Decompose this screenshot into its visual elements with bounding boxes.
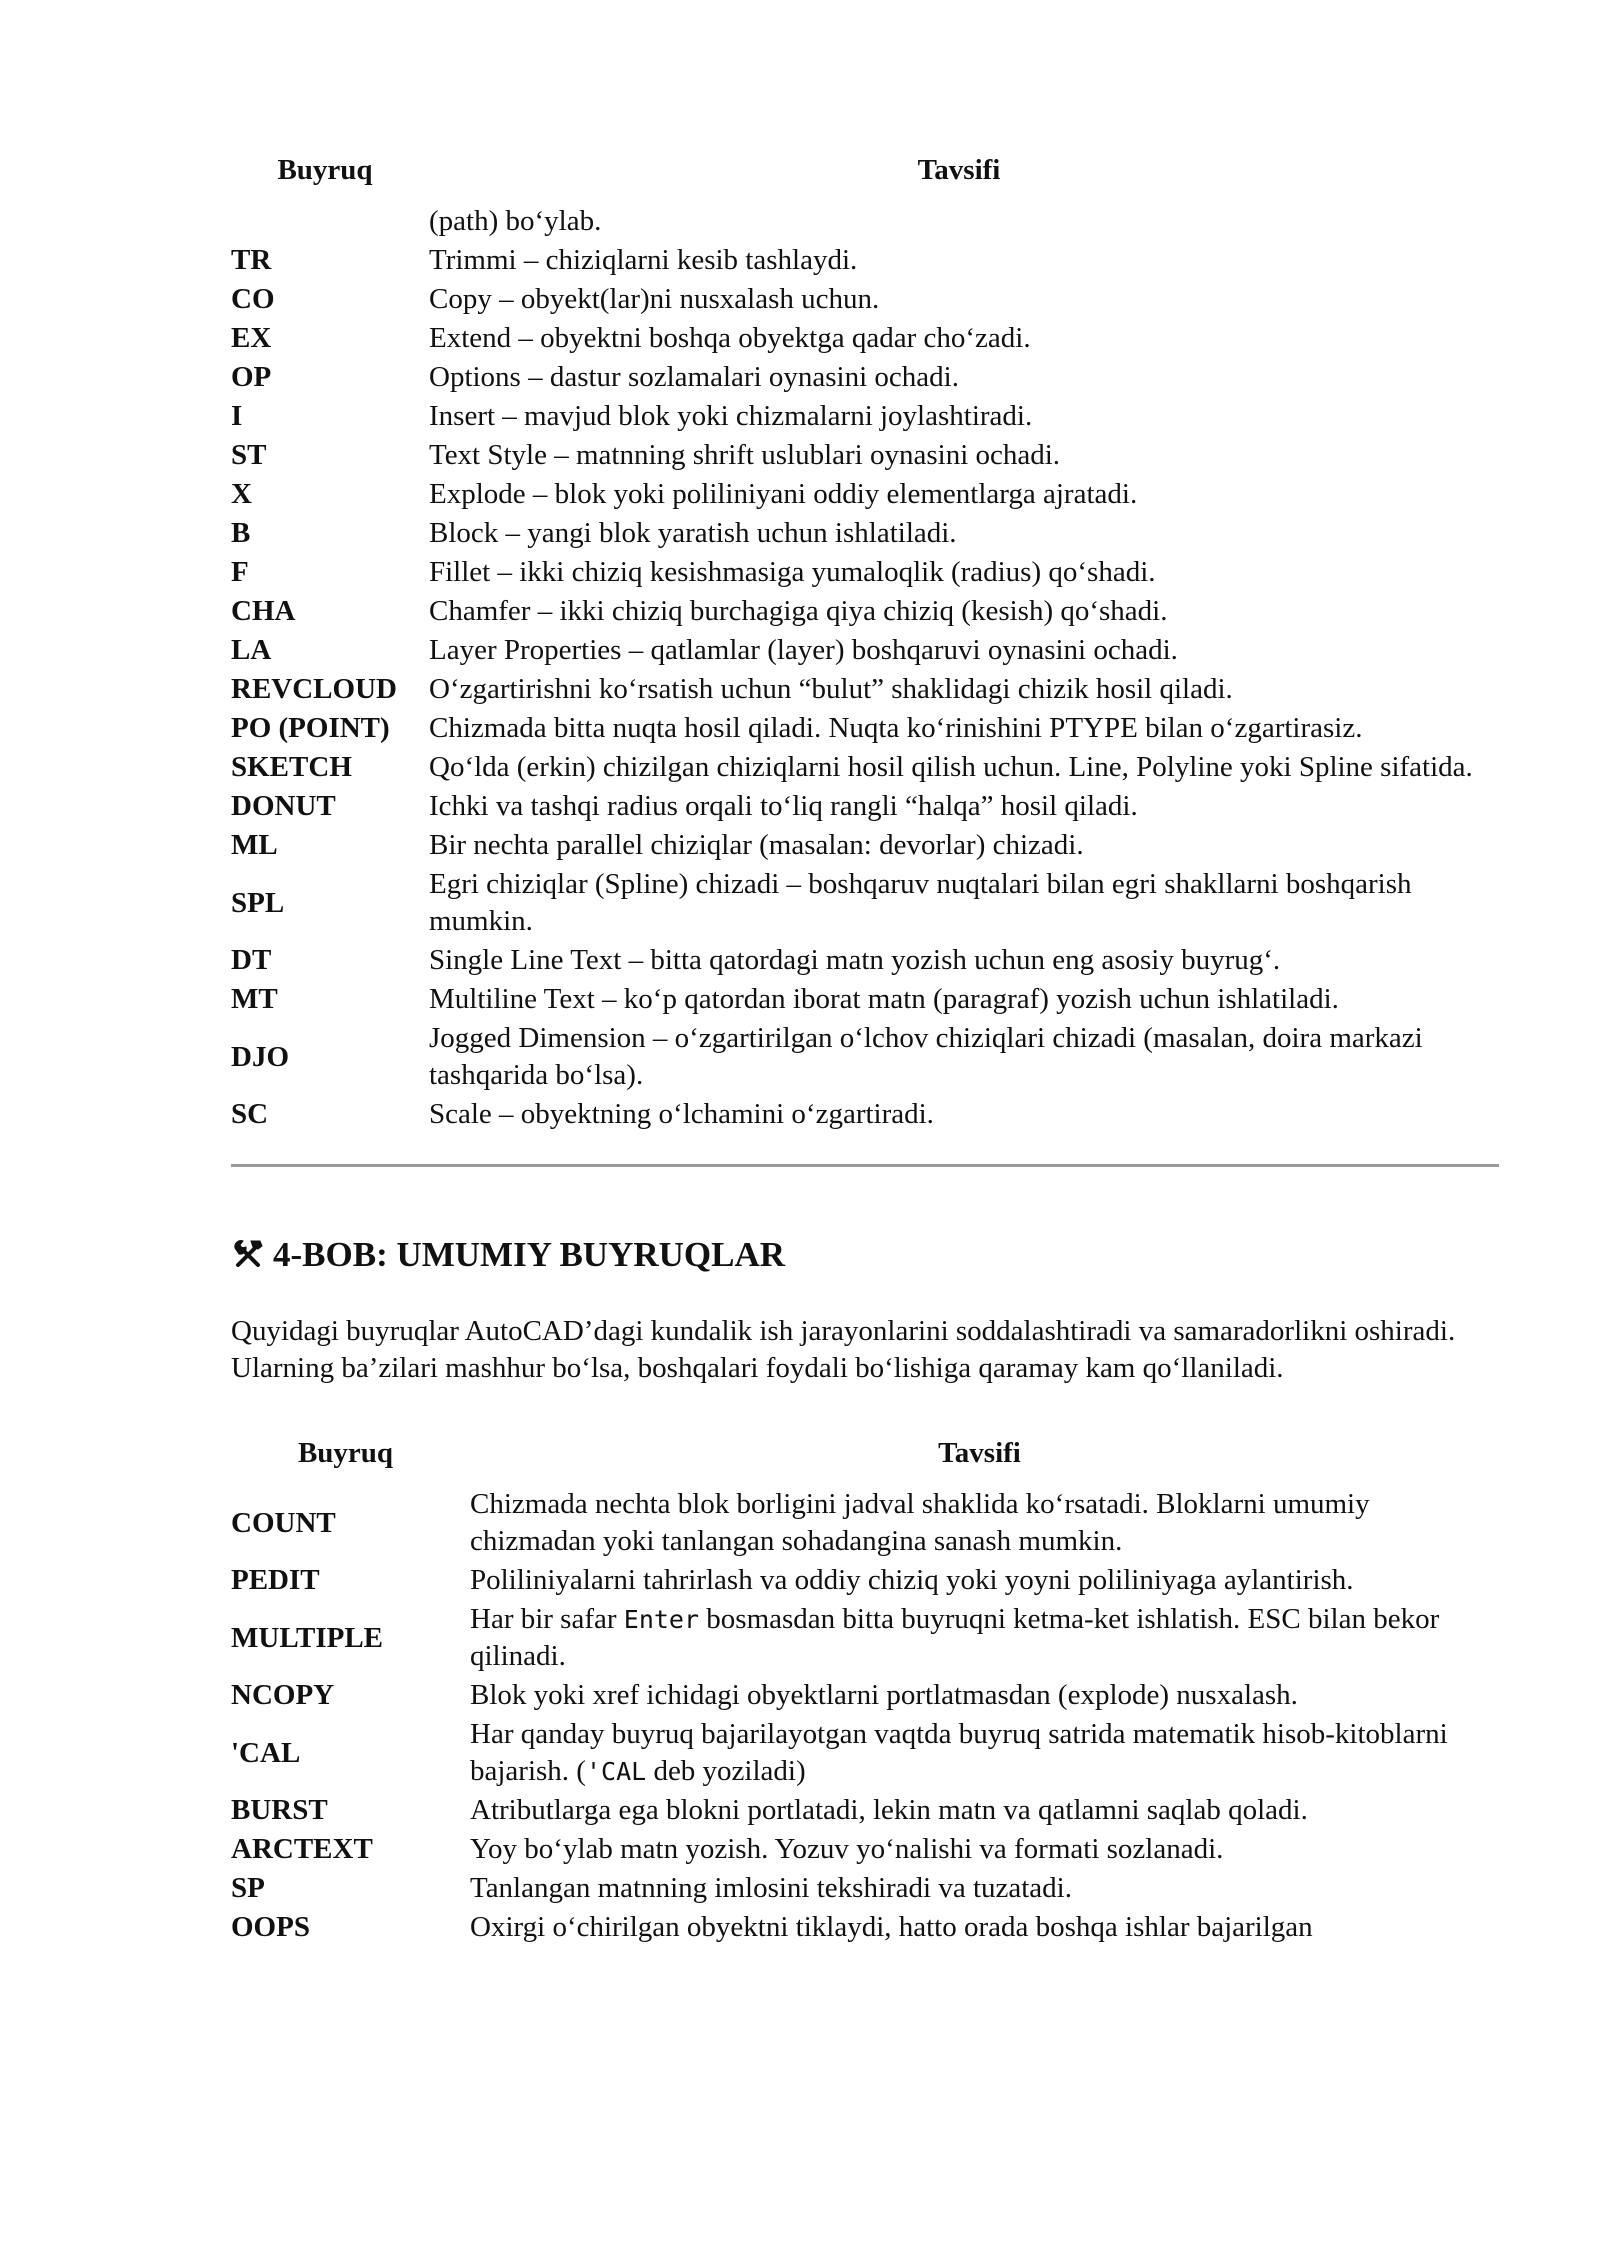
command-code: 'CAL: [231, 1736, 301, 1769]
command-description: Explode – blok yoki poliliniyani oddiy elementlarga ajratadi.: [429, 478, 1138, 510]
table-row: [231, 319, 1499, 358]
command-code: F: [231, 556, 249, 588]
command-description: Extend – obyektni boshqa obyektga qadar cho‘zadi.: [429, 322, 1031, 354]
command-code: MULTIPLE: [231, 1621, 384, 1654]
command-description: Jogged Dimension – o‘zgartirilgan o‘lchov chiziqlari chizadi (masalan, doira markazi tashqarida bo‘lsa).: [429, 1022, 1423, 1091]
command-description: Trimmi – chiziqlarni kesib tashlaydi.: [429, 244, 858, 276]
horizontal-rule: [231, 1164, 1499, 1167]
table-row: [231, 980, 1499, 1019]
command-description: Block – yangi blok yaratish uchun ishlatiladi.: [429, 517, 957, 549]
table-row: [231, 475, 1499, 514]
commands-table-2: [231, 1433, 1499, 1947]
intro-paragraph: Quyidagi buyruqlar AutoCAD’dagi kundalik ish jarayonlarini soddalashtiradi va samaradorlikni oshiradi. Ularning ba’zilari mashhur bo‘lsa, boshqalari foydali bo‘lishiga qaramay kam qo‘llaniladi.: [231, 1315, 1456, 1384]
table-header: [231, 150, 1499, 202]
command-code: EX: [231, 322, 272, 354]
command-description: Blok yoki xref ichidagi obyektlarni portlatmasdan (explode) nusxalash.: [470, 1679, 1298, 1711]
command-code: LA: [231, 634, 272, 666]
command-description: O‘zgartirishni ko‘rsatish uchun “bulut” shaklidagi chizik hosil qiladi.: [429, 673, 1233, 705]
command-description: Chizmada nechta blok borligini jadval shaklida ko‘rsatadi. Bloklarni umumiy chizmadan yoki tanlangan sohadangina sanash mumkin.: [470, 1488, 1370, 1557]
command-code: ST: [231, 439, 267, 471]
command-code: NCOPY: [231, 1679, 335, 1711]
command-description: Options – dastur sozlamalari oynasini ochadi.: [429, 361, 959, 393]
command-description: Chizmada bitta nuqta hosil qiladi. Nuqta ko‘rinishini PTYPE bilan o‘zgartirasiz.: [429, 712, 1363, 744]
command-code: DONUT: [231, 790, 336, 822]
command-code: ARCTEXT: [231, 1833, 373, 1865]
command-description: Atributlarga ega blokni portlatadi, lekin matn va qatlamni saqlab qoladi.: [470, 1794, 1308, 1826]
description-text: deb yoziladi): [646, 1755, 806, 1787]
table-row: [231, 1715, 1499, 1791]
command-description: Yoy bo‘ylab matn yozish. Yozuv yo‘nalishi va formati sozlanadi.: [470, 1833, 1224, 1865]
table-row: [231, 787, 1499, 826]
table-row: [231, 826, 1499, 865]
description-text: bosmasdan bitta buyruqni ketma-ket ishlatish. ESC bilan bekor qilinadi.: [470, 1603, 1440, 1672]
table-row: [231, 514, 1499, 553]
command-code: MT: [231, 983, 278, 1015]
command-code: TR: [231, 244, 272, 276]
table-row: [231, 709, 1499, 748]
command-code: BURST: [231, 1794, 328, 1826]
commands-table-1: [231, 150, 1499, 1134]
table-row: [231, 1791, 1499, 1830]
table-header: [231, 1433, 1499, 1485]
section-heading: [231, 1235, 1499, 1275]
command-code: I: [231, 400, 243, 432]
command-code: B: [231, 517, 251, 549]
table-row: [231, 865, 1499, 941]
command-code: SPL: [231, 886, 285, 919]
description-text: Har qanday buyruq bajarilayotgan vaqtda buyruq satrida matematik hisob-kitoblarni bajarish. (: [470, 1718, 1448, 1787]
table-row: [231, 241, 1499, 280]
command-description: Bir nechta parallel chiziqlar (masalan: devorlar) chizadi.: [429, 829, 1084, 861]
table-row: [231, 941, 1499, 980]
command-code: PEDIT: [231, 1564, 320, 1596]
command-code: PO (POINT): [231, 712, 390, 744]
command-code: DT: [231, 944, 272, 976]
table-row: [231, 553, 1499, 592]
command-description: Text Style – matnning shrift uslublari oynasini ochadi.: [429, 439, 1061, 471]
table-row: [231, 1830, 1499, 1869]
command-description: Single Line Text – bitta qatordagi matn yozish uchun eng asosiy buyrug‘.: [429, 944, 1281, 976]
command-description: Tanlangan matnning imlosini tekshiradi va tuzatadi.: [470, 1872, 1072, 1904]
table-row: [231, 1019, 1499, 1095]
table-row: [231, 280, 1499, 319]
section-heading-text: 4-BOB: UMUMIY BUYRUQLAR: [273, 1235, 786, 1274]
command-code: ML: [231, 829, 278, 861]
command-description: Scale – obyektning o‘lchamini o‘zgartiradi.: [429, 1098, 934, 1130]
command-code: SKETCH: [231, 751, 352, 783]
command-code: CO: [231, 283, 275, 315]
table-row: [231, 1869, 1499, 1908]
command-code: OOPS: [231, 1911, 310, 1943]
table-row: [231, 1676, 1499, 1715]
inline-code: 'CAL: [585, 1757, 647, 1786]
command-description: Chamfer – ikki chiziq burchagiga qiya chiziq (kesish) qo‘shadi.: [429, 595, 1168, 627]
inline-code: Enter: [623, 1605, 700, 1634]
table-row: [231, 592, 1499, 631]
table-row: [231, 436, 1499, 475]
table-row: [231, 1561, 1499, 1600]
command-description: [460, 1715, 1499, 1791]
hammer-and-wrench-icon: [231, 1238, 265, 1272]
command-code: SP: [231, 1872, 265, 1904]
column-header-command: Buyruq: [277, 154, 373, 186]
command-description: Layer Properties – qatlamlar (layer) boshqaruvi oynasini ochadi.: [429, 634, 1178, 666]
command-code: COUNT: [231, 1506, 336, 1539]
table-row: [231, 631, 1499, 670]
command-code: DJO: [231, 1040, 289, 1073]
command-code: REVCLOUD: [231, 673, 397, 705]
description-text: Har bir safar: [470, 1603, 624, 1635]
command-description: Fillet – ikki chiziq kesishmasiga yumaloqlik (radius) qo‘shadi.: [429, 556, 1156, 588]
command-description: Ichki va tashqi radius orqali to‘liq rangli “halqa” hosil qiladi.: [429, 790, 1138, 822]
command-code: SC: [231, 1098, 269, 1130]
table-row: [231, 1600, 1499, 1676]
table-row: [231, 1485, 1499, 1561]
document-page: [231, 150, 1499, 1947]
table-row: [231, 670, 1499, 709]
table-row: [231, 1095, 1499, 1134]
command-description: Multiline Text – ko‘p qatordan iborat matn (paragraf) yozish uchun ishlatiladi.: [429, 983, 1339, 1015]
command-code: X: [231, 478, 252, 510]
command-code: OP: [231, 361, 272, 393]
column-header-description: Tavsifi: [938, 1437, 1021, 1469]
table-row: [231, 397, 1499, 436]
table-row: [231, 748, 1499, 787]
table-row: [231, 202, 1499, 241]
command-description: Poliliniyalarni tahrirlash va oddiy chiziq yoki yoyni poliliniyaga aylantirish.: [470, 1564, 1354, 1596]
command-description: Copy – obyekt(lar)ni nusxalash uchun.: [429, 283, 880, 315]
command-code: CHA: [231, 595, 296, 627]
command-description: Insert – mavjud blok yoki chizmalarni joylashtiradi.: [429, 400, 1033, 432]
command-description: Egri chiziqlar (Spline) chizadi – boshqaruv nuqtalari bilan egri shakllarni boshqarish mumkin.: [429, 868, 1412, 937]
table-row: [231, 1908, 1499, 1947]
command-code: [231, 202, 419, 241]
command-description: [460, 1600, 1499, 1676]
column-header-description: Tavsifi: [917, 154, 1001, 186]
command-description: Qo‘lda (erkin) chizilgan chiziqlarni hosil qilish uchun. Line, Polyline yoki Spline sifatida.: [429, 751, 1473, 783]
table-row: [231, 358, 1499, 397]
column-header-command: Buyruq: [297, 1437, 394, 1469]
command-description: Oxirgi o‘chirilgan obyektni tiklaydi, hatto orada boshqa ishlar bajarilgan: [470, 1911, 1313, 1943]
command-description: (path) bo‘ylab.: [429, 205, 602, 237]
